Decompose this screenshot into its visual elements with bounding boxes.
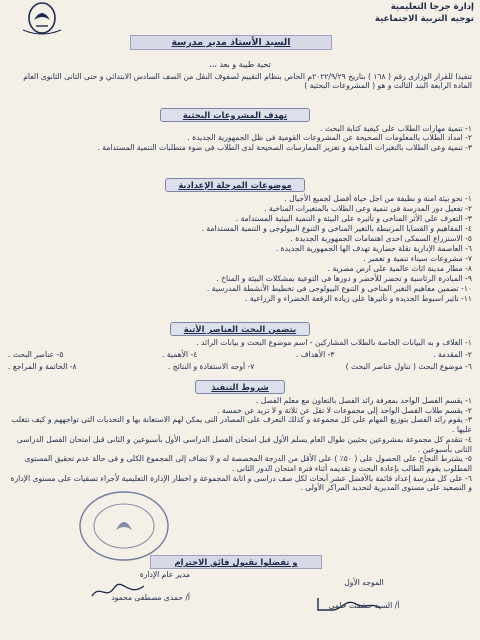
division-name: توجيه التربية الاجتماعية — [374, 13, 474, 24]
supervisor-title: الموجه الأول — [344, 578, 384, 587]
goals-heading: تهدف المشروعات البحثية — [160, 108, 310, 122]
list-item: ٦- على كل مدرسة إعداد قائمة بالأفضل عشر أبحاث لكل صف دراسى و اثابة المجموعة و اخطار الإدارة التعليمية لأجراء تصفيات على مستوى الإدارة و التصعيد على مستوى المديرية لتحديد المراكز الأولى . — [10, 473, 472, 493]
topics-heading: موضوعات المرحلة الإعدادية — [165, 178, 305, 192]
stamp-text: مدير عام الإدارة — [139, 570, 190, 579]
elements-heading: يتضمن البحث العناصر الأتية — [170, 322, 310, 336]
list-item: ١٠- تضمين مفاهيم التغير المناخى و التنوع البيولوجى فى تخطيط الأنشطة المدرسية . — [206, 284, 472, 294]
list-item: ٤- المفاهيم و القضايا المرتبطة بالتغير المناخى و التنوع البيولوجى و التنمية المستدامة . — [201, 224, 472, 234]
list-item: ٤- الأهمية . — [162, 350, 198, 359]
intro-paragraph: تنفيذا للقرار الوزارى رقم ( ١٦٨ ) بتاريخ ٢٠٢٢/٩/٢٩م الخاص بنظام التقييم لصفوف النقل من الصف السادس الابتدائي و حتى الثانى الثانوى العام المادة الرابعة البند الثالث و هو ( المشروعات البحثية ) — [23, 72, 472, 91]
greeting: تحية طيبة و بعد ،،، — [209, 60, 271, 69]
rules-list — [8, 396, 472, 493]
list-item: ٦- العاصمة الإدارية نقلة حضارية تهدف الها الجمهورية الجديدة . — [275, 244, 472, 254]
ministry-logo-icon — [18, 0, 66, 36]
list-item: ٨- الخاتمة و المراجع . — [8, 362, 77, 371]
topics-list — [8, 194, 472, 304]
list-item: ١- يقسم الفصل الواحد بمعرفة رائد الفصل بالتعاون مع معلم الفصل . — [255, 396, 472, 405]
supervisor-signature-icon — [312, 590, 384, 616]
list-item: ٥- عناصر البحث . — [8, 350, 64, 359]
list-item: ٧- مشروعات سيناء تنمية و تعمير . — [363, 254, 472, 264]
letterhead — [375, 2, 474, 25]
list-item: ٧- أوجه الاستفادة و النتائج . — [167, 362, 255, 371]
list-item: ٢- تفعيل دور المدرسة فى تنمية وعى الطلاب بالمتغيرات المناخية . — [264, 204, 472, 214]
list-item: ٨- مطار مدينة اثاث عالمية على ارض مصرية . — [327, 264, 472, 274]
official-stamp-icon — [74, 486, 174, 566]
closing-line: و تفضلوا بقبول فائق الاحترام — [150, 555, 322, 569]
list-item: ١١- تاثير اسبوط الجديدة و تأثيرها على زيادة الرقعة الخضراء و الزراعية . — [245, 294, 472, 304]
list-item: ٩- المبادرة الرئاسية و تحضر للأخضر و دورها فى التوعية بمشكلات البيئة و المناخ . — [216, 274, 472, 284]
list-item: ٤- تتقدم كل مجموعة بمشروعين بحثيين طوال العام يسلم الأول قبل امتحان الفصل الدراسى الأول بأسبوعين و الثانى قبل امتحان الفصل الدراسى الثانى بأسبوعين . — [16, 434, 472, 454]
list-item: ٣- تنمية وعى الطلاب بالتغيرات المناخية و تعزيز الممارسات الصحيحة لدى الطلاب فى ضوء متطلبات التنمية المستدامة . — [97, 142, 472, 152]
director-name: أ/ حمدى مصطفى محمود — [111, 593, 190, 603]
letter-addressee: السيد الأستاذ مدير مدرسة — [130, 35, 332, 50]
list-item: ٢- المقدمة . — [433, 350, 472, 359]
list-item: ٢- يقسم طلاب الفصل الواحد إلى مجموعات لا تقل عن ثلاثة و لا تزيد عن خمسة . — [217, 405, 472, 415]
list-item: ٣- الأهداف . — [295, 350, 335, 359]
list-item: ٦- موضوع البحث ( تناول عناصر البحث ) — [345, 362, 472, 371]
list-item: ٥- يشترط النجاح على الحصول على ( ٥٠٪ ) على الأقل من الدرجة المخصصة له و لا تضاف إلى المجموع الكلى و فى حالة عدم تحقيق المستوى المطلوب يقوم الطالب بإعادة البحث و تقديمه أثناء فترة امتحان الدور الثانى . — [24, 454, 472, 474]
list-item: ١- تنمية مهارات الطلاب على كيفية كتابة البحث . — [320, 124, 472, 133]
department-name: إدارة جرجا التعليمية — [390, 2, 474, 12]
supervisor-name: أ/ السيد حشمت حلمى — [328, 601, 400, 611]
rules-heading: شروط التنفيذ — [195, 380, 285, 394]
director-signature-icon — [88, 580, 148, 602]
list-item: ٣- التعرف على الأثر المناخى و تأثيره على البيئة و التنمية البيئية المستدامة . — [235, 214, 472, 224]
list-item: ٥- الاستزراع السمكى احدى اهتمامات الجمهورية الجديدة . — [290, 234, 472, 244]
list-item: ١- نحو بيئة امنة و نظيفة من اجل حياة أفضل لجميع الأجيال . — [284, 194, 472, 203]
elements-row-2 — [8, 362, 472, 371]
elements-intro: ١- الغلاف و به البيانات الخاصة بالطلاب المشاركين - اسم موضوع البحث و بيانات الرائد . — [196, 338, 472, 347]
list-item: ٢- امداد الطلاب بالمعلومات الصحيحة عن المشروعات القومية فى ظل الجمهورية الجديدة . — [187, 133, 472, 143]
list-item: ٣- يقوم رائد الفصل بتوزيع المهام على كل مجموعة و كذلك التعرف على المصادر التى يمكن لهم الاستعانة بها و التحديات التى تواجههم و كيف تتغلب عليها . — [11, 415, 472, 435]
elements-row-1 — [8, 350, 472, 359]
goals-list — [8, 124, 472, 152]
